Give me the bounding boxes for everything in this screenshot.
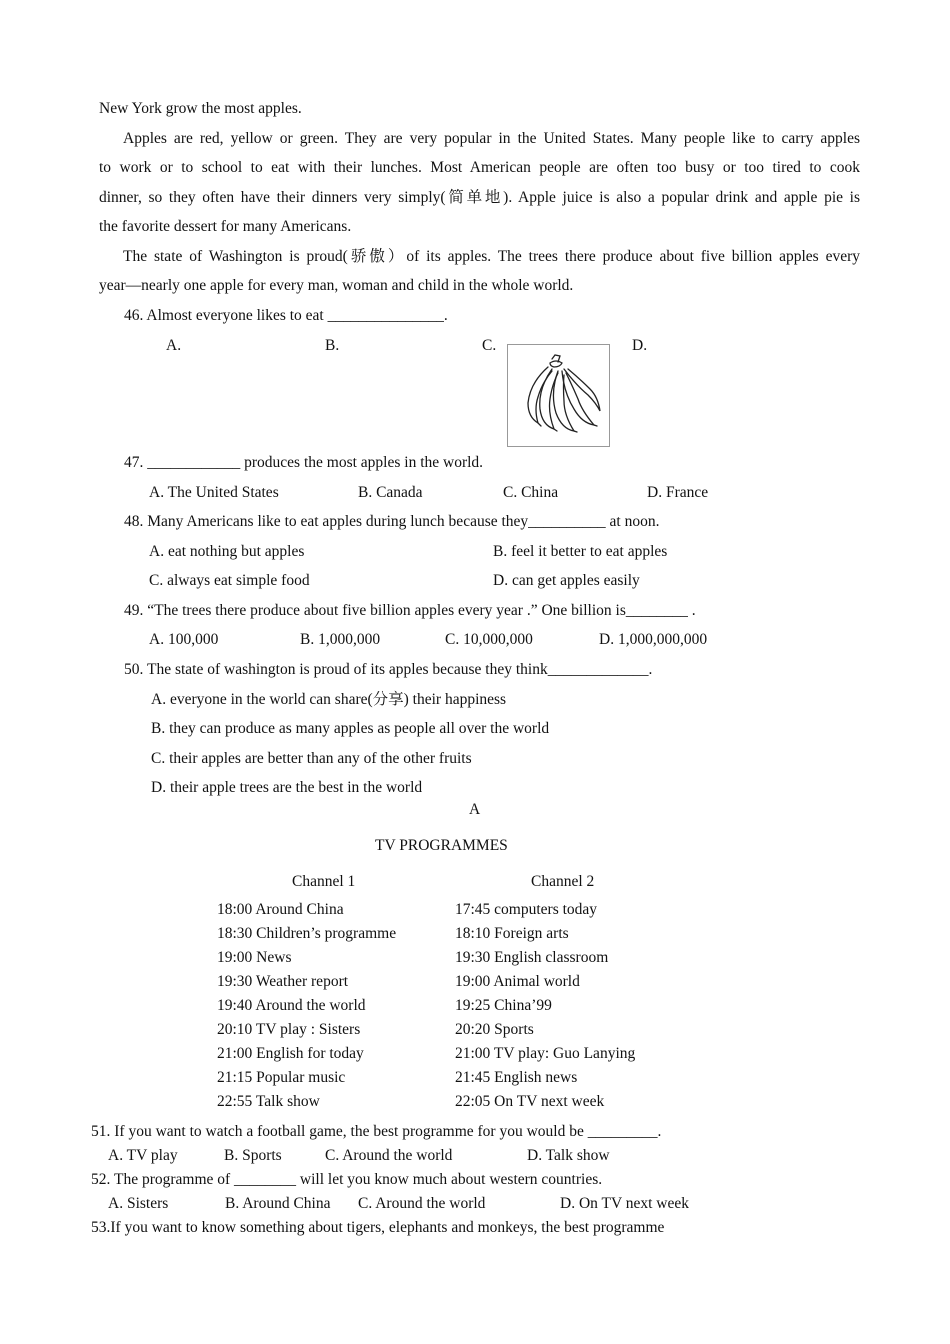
schedule-item: 22:05 On TV next week	[455, 1093, 605, 1110]
passage-line: dinner, so they often have their dinners very simply(简单地). Apple juice is also a popular drink and apple pie is	[99, 189, 860, 206]
q52-option-a[interactable]: A. Sisters	[108, 1195, 169, 1212]
channel-1-header: Channel 1	[292, 873, 356, 890]
question-47-stem: 47. ____________ produces the most apples in the world.	[124, 454, 484, 471]
q46-option-d[interactable]: D.	[632, 337, 648, 354]
q51-option-a[interactable]: A. TV play	[108, 1147, 178, 1164]
tv-programmes-title: TV PROGRAMMES	[375, 837, 508, 854]
schedule-item: 19:25 China’99	[455, 997, 552, 1014]
q46-option-b[interactable]: B.	[325, 337, 340, 354]
passage-line: New York grow the most apples.	[99, 100, 302, 117]
question-50-stem: 50. The state of washington is proud of its apples because they think_____________.	[124, 661, 653, 678]
schedule-item: 20:20 Sports	[455, 1021, 534, 1038]
schedule-item: 17:45 computers today	[455, 901, 598, 918]
q47-option-d[interactable]: D. France	[647, 484, 709, 501]
schedule-item: 18:00 Around China	[217, 901, 344, 918]
channel-1-schedule	[217, 900, 396, 1116]
q49-option-d[interactable]: D. 1,000,000,000	[599, 631, 708, 648]
question-48-stem: 48. Many Americans like to eat apples during lunch because they__________ at noon.	[124, 513, 660, 530]
q49-option-a[interactable]: A. 100,000	[149, 631, 219, 648]
schedule-item: 21:45 English news	[455, 1069, 578, 1086]
passage-line: the favorite dessert for many Americans.	[99, 218, 352, 235]
q47-option-a[interactable]: A. The United States	[149, 484, 279, 501]
q47-option-c[interactable]: C. China	[503, 484, 559, 501]
q50-option-c[interactable]: C. their apples are better than any of the other fruits	[151, 750, 472, 767]
schedule-item: 21:00 English for today	[217, 1045, 364, 1062]
q49-option-b[interactable]: B. 1,000,000	[300, 631, 381, 648]
q52-option-c[interactable]: C. Around the world	[358, 1195, 486, 1212]
section-label: A	[469, 801, 481, 818]
question-52-stem: 52. The programme of ________ will let you know much about western countries.	[91, 1171, 603, 1188]
channel-2-header: Channel 2	[531, 873, 595, 890]
q48-option-b[interactable]: B. feel it better to eat apples	[493, 543, 668, 560]
bananas-image	[507, 344, 610, 447]
schedule-item: 21:00 TV play: Guo Lanying	[455, 1045, 636, 1062]
schedule-item: 19:30 Weather report	[217, 973, 349, 990]
schedule-item: 19:40 Around the world	[217, 997, 366, 1014]
question-51-stem: 51. If you want to watch a football game, the best programme for you would be _________.	[91, 1123, 662, 1140]
schedule-item: 18:10 Foreign arts	[455, 925, 569, 942]
schedule-item: 19:00 News	[217, 949, 292, 966]
q51-option-d[interactable]: D. Talk show	[527, 1147, 610, 1164]
q51-option-b[interactable]: B. Sports	[224, 1147, 282, 1164]
passage-line: to work or to school to eat with their lunches. Most American people are often too busy or too tired to cook	[99, 159, 860, 176]
schedule-item: 21:15 Popular music	[217, 1069, 346, 1086]
q48-option-a[interactable]: A. eat nothing but apples	[149, 543, 305, 560]
q50-option-d[interactable]: D. their apple trees are the best in the world	[151, 779, 423, 796]
q46-option-c[interactable]: C.	[482, 337, 497, 354]
schedule-item: 18:30 Children’s programme	[217, 925, 397, 942]
bananas-icon	[508, 345, 609, 446]
q46-option-a[interactable]: A.	[166, 337, 182, 354]
passage-line: year—nearly one apple for every man, woman and child in the whole world.	[99, 277, 574, 294]
q48-option-d[interactable]: D. can get apples easily	[493, 572, 640, 589]
q52-option-b[interactable]: B. Around China	[225, 1195, 331, 1212]
schedule-item: 22:55 Talk show	[217, 1093, 320, 1110]
q50-option-a[interactable]: A. everyone in the world can share(分享) their happiness	[151, 691, 507, 708]
question-46-stem: 46. Almost everyone likes to eat _______________.	[124, 307, 448, 324]
schedule-item: 19:30 English classroom	[455, 949, 609, 966]
q50-option-b[interactable]: B. they can produce as many apples as people all over the world	[151, 720, 550, 737]
schedule-item: 19:00 Animal world	[455, 973, 580, 990]
channel-2-schedule	[455, 900, 635, 1116]
q47-option-b[interactable]: B. Canada	[358, 484, 423, 501]
passage-line: Apples are red, yellow or green. They are very popular in the United States. Many people like to carry apples	[123, 130, 860, 147]
schedule-item: 20:10 TV play : Sisters	[217, 1021, 361, 1038]
q49-option-c[interactable]: C. 10,000,000	[445, 631, 533, 648]
question-53-stem: 53.If you want to know something about tigers, elephants and monkeys, the best programme	[91, 1219, 665, 1236]
q52-option-d[interactable]: D. On TV next week	[560, 1195, 690, 1212]
question-49-stem: 49. “The trees there produce about five billion apples every year .” One billion is________ .	[124, 602, 696, 619]
q51-option-c[interactable]: C. Around the world	[325, 1147, 453, 1164]
q48-option-c[interactable]: C. always eat simple food	[149, 572, 310, 589]
passage-line: The state of Washington is proud(骄傲）of its apples. The trees there produce about five billion apples every	[123, 248, 860, 265]
